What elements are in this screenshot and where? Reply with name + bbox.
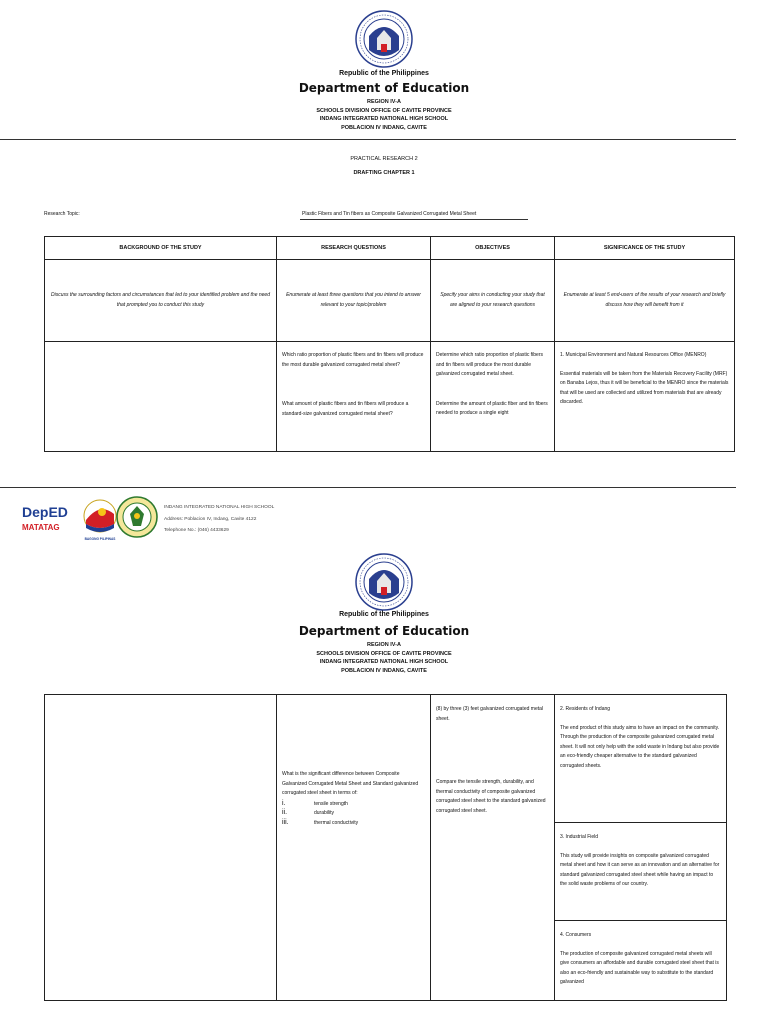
republic-label: Republic of the Philippines — [339, 70, 429, 77]
significance-2-title: 2. Residents of Indang — [560, 706, 611, 712]
guide-background: Discuss the surrounding factors and circumstances that led to your identified problem and the need that prompted you to conduct this study — [45, 260, 277, 342]
subject-label: PRACTICAL RESEARCH 2 — [350, 156, 418, 162]
deped-matatag-logo-icon — [20, 502, 80, 538]
research-topic: Plastic Fibers and Tin fibers as Composite Galvanized Corrugated Metal Sheet — [302, 211, 477, 217]
question-3-item-3: iii. thermal conductivity — [282, 818, 359, 826]
column-header-objectives: OBJECTIVES — [431, 237, 555, 260]
significance-4-text: The production of composite galvanized corrugated metal sheets will give consumers an affordable and durable corrugated steel sheet that is also an eco-friendly and sustainable way to substitute to the standard galvanized — [560, 950, 719, 985]
footer-school-name: INDANG INTEGRATED NATIONAL HIGH SCHOOL — [164, 505, 275, 510]
objective-2: Determine the amount of plastic fiber and tin fibers needed to produce a single eight — [436, 400, 548, 416]
background-cell[interactable] — [45, 342, 277, 452]
objectives-cell-page2[interactable] — [431, 695, 555, 1001]
column-header-background: BACKGROUND OF THE STUDY — [45, 237, 277, 260]
school-seal-icon — [116, 496, 158, 538]
footer-school-info — [164, 502, 274, 537]
division-label: SCHOOLS DIVISION OFFICE OF CAVITE PROVINCE — [316, 107, 452, 114]
bagong-pilipinas-text: BAGONG PILIPINAS — [84, 537, 116, 541]
questions-cell-page2[interactable] — [277, 695, 431, 1001]
column-header-questions: RESEARCH QUESTIONS — [277, 237, 431, 260]
significance-1-text: Essential materials will be taken from the Materials Recovery Facility (MRF) on Banaba Lejos, thus it will be beneficial to the MENRO since the materials that will be used are collected and utilized from materials that are already discarded. — [560, 370, 729, 405]
research-question-2: What amount of plastic fibers and tin fibers will produce a standard-size galvanized corrugated metal sheet? — [282, 401, 409, 417]
column-header-significance: SIGNIFICANCE OF THE STUDY — [555, 237, 735, 260]
significance-cell-residents[interactable] — [555, 695, 727, 823]
guide-objectives: Specify your aims in conducting your study that are aligned to your research questions — [431, 260, 555, 342]
header-divider — [0, 139, 736, 140]
significance-cell-industrial[interactable] — [555, 823, 727, 921]
bagong-pilipinas-logo-icon — [80, 498, 120, 542]
republic-label-page2: Republic of the Philippines — [339, 611, 429, 618]
chapter-label: DRAFTING CHAPTER 1 — [353, 170, 415, 176]
chapter-table-page1 — [44, 236, 735, 452]
objective-2-continued: (8) by three (3) feet galvanized corrugated metal sheet. — [436, 706, 543, 722]
division-label-page2: SCHOOLS DIVISION OFFICE OF CAVITE PROVINCE — [316, 650, 452, 657]
deped-logo-text: DepED — [22, 504, 68, 520]
significance-cell[interactable] — [555, 342, 735, 452]
deped-seal-icon — [355, 10, 413, 68]
significance-3-title: 3. Industrial Field — [560, 834, 599, 840]
significance-cell-consumers[interactable] — [555, 921, 727, 1001]
question-3-item-2: ii. durability — [282, 809, 335, 816]
guide-significance: Enumerate at least 5 end-users of the results of your research and briefly discuss how they will benefit from it — [555, 260, 735, 342]
department-title-page2: Department of Education — [298, 624, 470, 638]
research-question-1: Which ratio proportion of plastic fibers and tin fibers will produce the most durable galvanized corrugated metal sheet? — [282, 352, 424, 368]
topic-underline — [300, 219, 528, 220]
footer-telephone: Telephone No.: (046) 4433629 — [164, 528, 229, 533]
significance-2-text: The end product of this study aims to have an impact on the community. Through the production of the composite galvanized corrugated metal sheet. It will not only help with the solid waste in Indang but also provide an eco-friendly cheaper alternative to the standard galvanized corrugated sheets. — [560, 724, 720, 769]
school-label-page2: INDANG INTEGRATED NATIONAL HIGH SCHOOL — [319, 659, 449, 665]
region-label-page2: REGION IV-A — [367, 642, 401, 648]
topic-label: Research Topic: — [44, 211, 80, 217]
school-label: INDANG INTEGRATED NATIONAL HIGH SCHOOL — [319, 116, 449, 122]
question-3-item-1: i. tensile strength — [282, 799, 348, 807]
deped-seal-icon-page2 — [355, 553, 413, 611]
address-label-page2: POBLACION IV INDANG, CAVITE — [341, 667, 427, 674]
region-label: REGION IV-A — [367, 99, 401, 105]
question-3-list — [282, 800, 425, 829]
address-label: POBLACION IV INDANG, CAVITE — [341, 124, 427, 131]
objective-1: Determine which ratio proportion of plastic fibers and tin fibers will produce the most durable galvanized corrugated metal sheet. — [436, 352, 543, 377]
significance-1-title: 1. Municipal Environment and Natural Resources Office (MENRO) — [560, 352, 707, 358]
guide-questions: Enumerate at least three questions that you intend to answer relevant to your topic/problem — [277, 260, 431, 342]
chapter-table-page2 — [44, 694, 727, 1001]
department-title: Department of Education — [298, 81, 470, 95]
background-cell-page2[interactable] — [45, 695, 277, 1001]
significance-4-title: 4. Consumers — [560, 932, 592, 938]
matatag-logo-text: MATATAG — [22, 523, 60, 532]
questions-cell[interactable] — [277, 342, 431, 452]
objective-3: Compare the tensile strength, durability, and thermal conductivity of composite galvanized corrugated steel sheet to the standard galvanized corrugated steel sheet. — [436, 779, 546, 814]
objectives-cell[interactable] — [431, 342, 555, 452]
page-footer-divider — [0, 487, 736, 488]
significance-3-text: This study will provide insights on composite galvanized corrugated metal sheet and how it can serve as an innovation and an alternative for standard galvanized corrugated steel sheet while having an impact to the solid waste problems of our country. — [560, 852, 720, 887]
footer-address: Address: Poblacion IV, Indang, Cavite 4122 — [164, 516, 257, 522]
research-question-3: What is the significant difference between Composite Galvanized Corrugated Metal Sheet and Standard galvanized corrugated steel sheet in terms of: — [282, 771, 419, 796]
